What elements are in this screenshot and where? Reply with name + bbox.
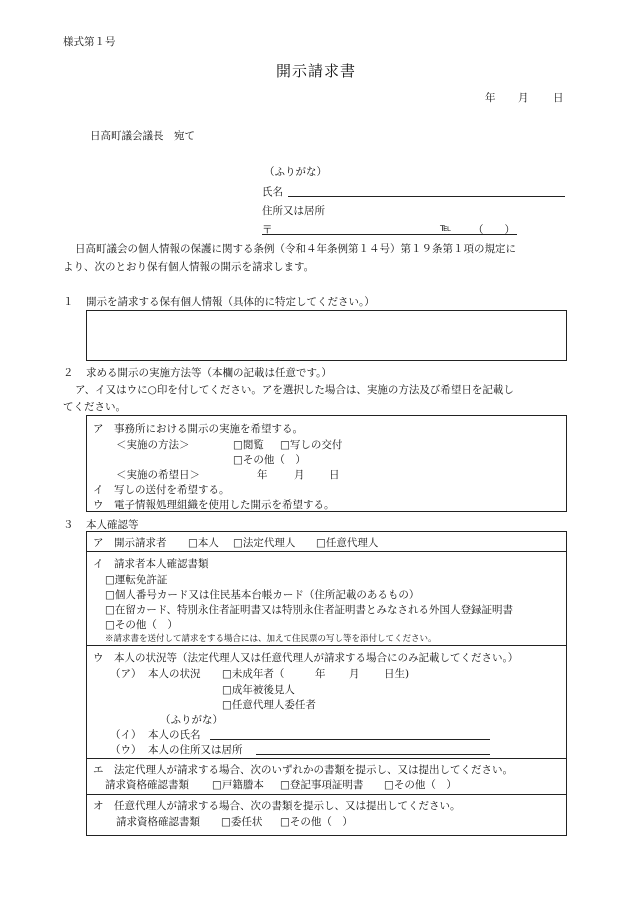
id-doc-other-checkbox[interactable]: □その他（ ） xyxy=(105,619,178,631)
method-other-checkbox[interactable]: □その他（ ） xyxy=(233,454,306,466)
divider xyxy=(86,645,567,646)
section3-heading: 本人確認等 xyxy=(86,519,139,531)
form-number: 様式第１号 xyxy=(63,36,116,48)
requester-type-label: ア 開示請求者 xyxy=(93,537,167,549)
option-u-electronic[interactable]: ウ 電子情報処理組織を使用した開示を希望する。 xyxy=(93,499,335,511)
requester-legal-checkbox[interactable]: □法定代理人 xyxy=(233,537,296,549)
id-documents-note: ※請求書を送付して請求をする場合には、加えて住民票の写し等を添付してください。 xyxy=(105,634,437,644)
principal-address-label: 本人の住所又は居所 xyxy=(148,744,243,756)
status-guardian-checkbox[interactable]: □成年被後見人 xyxy=(222,684,295,696)
legal-rep-other-checkbox[interactable]: □その他（ ） xyxy=(384,779,457,791)
address-num: （ウ） xyxy=(110,744,142,756)
legal-rep-registry-checkbox[interactable]: □登記事項証明書 xyxy=(280,779,364,791)
section1-heading: 開示を請求する保有個人情報（具体的に特定してください。） xyxy=(86,296,375,308)
preferred-day: 日 xyxy=(329,469,340,481)
id-doc-license-checkbox[interactable]: □運転免許証 xyxy=(105,574,168,586)
status-minor-month: 月 xyxy=(349,668,360,680)
intro-line-1: 日高町議会の個人情報の保護に関する条例（令和４年条例第１４号）第１９条第１項の規定に xyxy=(75,243,516,255)
option-i-mail[interactable]: イ 写しの送付を希望する。 xyxy=(93,484,230,496)
principal-name-label: 本人の氏名 xyxy=(148,729,201,741)
page-title: 開示請求書 xyxy=(276,62,357,80)
id-doc-mynumber-checkbox[interactable]: □個人番号カード又は住民基本台帳カード（住所記載のあるもの） xyxy=(105,589,420,601)
applicant-name-field[interactable] xyxy=(288,196,565,197)
status-minor-checkbox[interactable]: □未成年者（ xyxy=(222,668,285,680)
status-minor-born: 日生) xyxy=(384,668,410,680)
voluntary-rep-instructions: オ 任意代理人が請求する場合、次の書類を提示し、又は提出してください。 xyxy=(93,800,461,812)
divider xyxy=(86,758,567,759)
principal-address-field[interactable] xyxy=(256,754,490,755)
divider xyxy=(86,794,567,795)
addressee: 日高町議会議長 宛て xyxy=(90,130,195,142)
voluntary-rep-doc-label: 請求資格確認書類 xyxy=(116,816,200,828)
id-doc-residence-checkbox[interactable]: □在留カード、特別永住者証明書又は特別永住者証明書とみなされる外国人登録証明書 xyxy=(105,604,513,616)
status-num: （ア） xyxy=(110,668,142,680)
requested-info-field[interactable] xyxy=(86,310,567,361)
section2-note-1: ア、イ又はウに○印を付してください。アを選択した場合は、実施の方法及び希望日を記載し xyxy=(75,384,514,396)
date-month: 月 xyxy=(518,92,529,104)
principal-furigana: （ふりがな） xyxy=(160,714,223,726)
date-year: 年 xyxy=(485,92,496,104)
status-label: 本人の状況 xyxy=(148,668,201,680)
preferred-month: 月 xyxy=(294,469,305,481)
preferred-date-label: ＜実施の希望日＞ xyxy=(116,469,200,481)
legal-rep-koseki-checkbox[interactable]: □戸籍謄本 xyxy=(212,779,264,791)
voluntary-rep-other-checkbox[interactable]: □その他（ ） xyxy=(280,816,353,828)
tel-icon: ℡ xyxy=(440,222,452,234)
intro-line-2: より、次のとおり保有個人情報の開示を請求します。 xyxy=(63,261,315,273)
method-label: ＜実施の方法＞ xyxy=(116,439,190,451)
legal-rep-instructions: エ 法定代理人が請求する場合、次のいずれかの書類を提示し、又は提出してください。 xyxy=(93,764,513,776)
id-documents-title: イ 請求者本人確認書類 xyxy=(93,558,209,570)
principal-status-title: ウ 本人の状況等（法定代理人又は任意代理人が請求する場合にのみ記載してください。） xyxy=(93,652,519,664)
option-a-office[interactable]: ア 事務所における開示の実施を希望する。 xyxy=(93,423,303,435)
status-minor-year: 年 xyxy=(315,668,326,680)
applicant-furigana: （ふりがな） xyxy=(264,166,327,178)
section1-number: １ xyxy=(63,296,74,308)
applicant-name-label: 氏名 xyxy=(262,186,283,198)
postal-mark: 〒 xyxy=(262,224,273,236)
preferred-year: 年 xyxy=(257,469,268,481)
method-copy-checkbox[interactable]: □写しの交付 xyxy=(280,439,343,451)
name-num: （イ） xyxy=(110,729,142,741)
status-delegator-checkbox[interactable]: □任意代理人委任者 xyxy=(222,699,316,711)
section2-heading: 求める開示の実施方法等（本欄の記載は任意です。） xyxy=(86,367,332,379)
tel-paren: （ ） xyxy=(473,224,515,236)
section2-note-2: てください。 xyxy=(63,401,126,413)
divider xyxy=(86,551,567,552)
requester-voluntary-checkbox[interactable]: □任意代理人 xyxy=(316,537,379,549)
method-view-checkbox[interactable]: □閲覧 xyxy=(233,439,264,451)
date-day: 日 xyxy=(553,92,564,104)
applicant-address-label: 住所又は居所 xyxy=(262,205,325,217)
voluntary-rep-poa-checkbox[interactable]: □委任状 xyxy=(221,816,263,828)
principal-name-field[interactable] xyxy=(210,739,490,740)
legal-rep-doc-label: 請求資格確認書類 xyxy=(105,779,189,791)
section2-number: ２ xyxy=(63,367,74,379)
section3-number: ３ xyxy=(63,519,74,531)
requester-self-checkbox[interactable]: □本人 xyxy=(188,537,219,549)
